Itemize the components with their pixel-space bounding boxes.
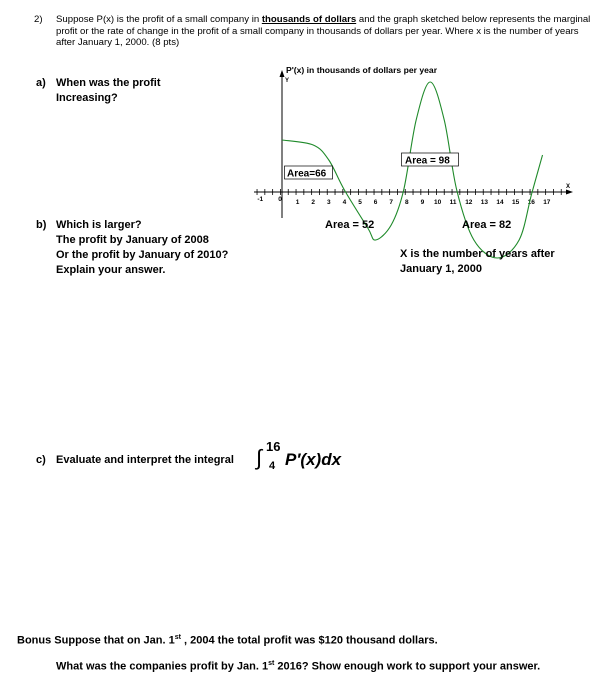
intro-after: and the graph sketched below represents the marginal profit or the rate of change in the profit of a small company in thousands of dollars per year. Where x is the number of years after January 1, 2000. (8 pts) — [56, 14, 591, 49]
y-axis-arrow — [280, 70, 285, 77]
bonus-title: Bonus — [17, 634, 52, 647]
part-b-label: b) — [36, 219, 47, 231]
x-tick-label: 0 — [278, 196, 282, 203]
x-tick-label: 11 — [449, 199, 457, 206]
area-label-1: Area=66 — [287, 168, 327, 180]
x-tick-label: 13 — [480, 199, 489, 206]
integral-expression — [254, 434, 374, 474]
x-axis-tick-labels — [257, 196, 550, 206]
x-tick-label: 6 — [373, 199, 378, 206]
x-tick-label: 1 — [295, 199, 300, 206]
x-tick-label: 9 — [420, 199, 425, 206]
x-tick-label: 8 — [405, 199, 409, 206]
x-tick-label: 10 — [434, 199, 442, 206]
area-label-4: Area = 82 — [462, 219, 512, 231]
integral-sign: ∫ — [256, 445, 263, 470]
x-tick-label: 7 — [389, 199, 394, 206]
y-axis-title: P'(x) in thousands of dollars per year — [286, 65, 438, 75]
x-tick-label: 5 — [358, 199, 362, 206]
bonus-sup-1: st — [174, 634, 181, 641]
bonus-sup-2: st — [268, 660, 275, 667]
area-label-3: Area = 98 — [405, 155, 450, 167]
bonus-text-2-end: 2016? Show enough work to support your answer. — [274, 660, 541, 673]
x-axis-letter: X — [566, 184, 571, 190]
intro-underlined: thousands of dollars — [261, 14, 357, 25]
bonus-line-1 — [17, 630, 607, 649]
part-a-label: a) — [36, 77, 46, 89]
x-tick-label: 17 — [543, 199, 551, 206]
part-c-prompt: Evaluate and interpret the integral — [56, 454, 234, 466]
integrand: P′(x)dx — [285, 450, 342, 469]
x-tick-label: 15 — [512, 199, 520, 206]
x-tick-label: 12 — [465, 199, 473, 206]
bonus-text-2: What was the companies profit by Jan. 1 — [56, 660, 269, 673]
x-tick-label: 14 — [496, 199, 504, 206]
question-number: 2) — [34, 14, 43, 25]
integral-upper-bound: 16 — [266, 439, 281, 454]
part-c — [36, 452, 436, 468]
part-a-text: When was the profit Increasing? — [56, 77, 161, 104]
bonus-text-1: Suppose that on Jan. 1 — [51, 634, 175, 647]
x-tick-label: -1 — [257, 196, 264, 203]
part-c-text — [56, 452, 436, 468]
x-tick-label: 3 — [327, 199, 331, 206]
integral-lower-bound: 4 — [269, 460, 276, 472]
part-c-label: c) — [36, 454, 46, 466]
x-tick-label: 2 — [311, 199, 316, 206]
x-axis-note: X is the number of years after January 1, 2000 — [400, 248, 555, 275]
y-axis-letter: Y — [285, 78, 290, 84]
intro-before: Suppose P(x) is the profit of a small company in — [56, 14, 262, 25]
x-tick-label: 16 — [527, 199, 535, 206]
x-axis-arrow — [566, 190, 573, 195]
bonus-line-2 — [56, 656, 586, 675]
bonus-text-1-end: , 2004 the total profit was $120 thousand dollars. — [180, 634, 438, 647]
x-tick-label: 4 — [342, 199, 347, 206]
part-b-text: Which is larger? The profit by January of 2008 Or the profit by January of 2010? Explain your answer. — [56, 219, 229, 276]
area-label-2: Area = 52 — [325, 219, 375, 231]
